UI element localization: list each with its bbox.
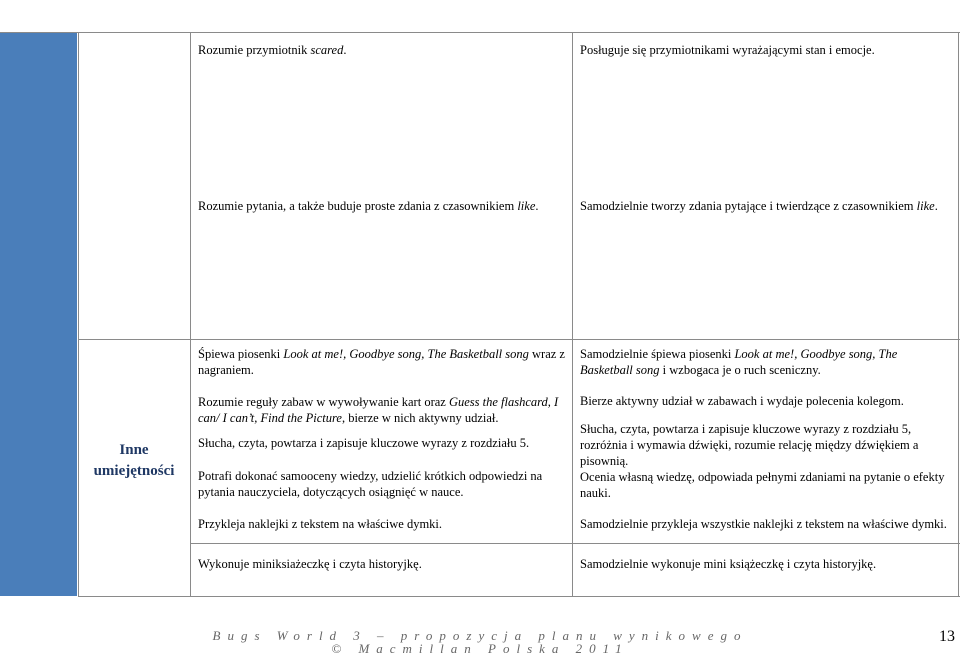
skill-left-4: Potrafi dokonać samooceny wiedzy, udzielić krótkich odpowiedzi na pytania nauczyciela, dotyczących osiągnięć w nauce. xyxy=(198,469,543,499)
table-right-border xyxy=(958,32,959,596)
skill-right-4: Ocenia własną wiedzę, odpowiada pełnymi zdaniami na pytanie o efekty nauki. xyxy=(580,470,945,500)
skill-right-2: Bierze aktywny udział w zabawach i wydaje polecenia kolegom. xyxy=(580,394,904,408)
skill-right-5: Samodzielnie przykleja wszystkie naklejki z tekstem na właściwe dymki. xyxy=(580,517,947,531)
skill-left-5: Przykleja naklejki z tekstem na właściwe dymki. xyxy=(198,517,443,531)
row1-left-cell: Rozumie przymiotnik scared. xyxy=(198,43,347,57)
skill-left-6: Wykonuje miniksiażeczkę i czyta historyjkę. xyxy=(198,557,422,571)
skill-right-1: Samodzielnie śpiewa piosenki Look at me!, Goodbye song, The Basketball song i wzbogaca je o ruch sceniczny. xyxy=(580,347,898,377)
footer-copyright: © Macmillan Polska 2011 xyxy=(331,641,629,656)
skill-left-1: Śpiewa piosenki Look at me!, Goodbye song, The Basketball song wraz z nagraniem. xyxy=(198,347,565,377)
table-bottom-border xyxy=(78,596,960,597)
table-top-border xyxy=(0,32,960,33)
skill-left-3: Słucha, czyta, powtarza i zapisuje kluczowe wyrazy z rozdziału 5. xyxy=(198,436,530,450)
skill-right-3: Słucha, czyta, powtarza i zapisuje kluczowe wyrazy z rozdziału 5, rozróżnia i wymawia dźwięki, rozumie relację między dźwiękiem a pisownią. xyxy=(580,422,919,468)
col-divider-3 xyxy=(572,32,573,596)
footer-title: Bugs World 3 – propozycja planu wynikowego xyxy=(212,628,748,643)
left-color-band xyxy=(0,32,77,596)
category-label: Inne umiejętności xyxy=(93,442,175,479)
row1-right-cell: Posługuje się przymiotnikami wyrażającymi stan i emocje. xyxy=(580,43,875,57)
skill-left-2: Rozumie reguły zabaw w wywoływanie kart oraz Guess the flashcard, I can/ I can’t, Find the Picture, bierze w nich aktywny udział. xyxy=(198,395,559,425)
row2-left-cell: Rozumie pytania, a także buduje proste zdania z czasownikiem like. xyxy=(198,199,539,213)
col-divider-2 xyxy=(190,32,191,596)
page-number: 13 xyxy=(939,628,955,645)
section-top-border xyxy=(190,339,960,340)
row-divider xyxy=(190,543,960,544)
skill-right-6: Samodzielnie wykonuje mini książeczkę i czyta historyjkę. xyxy=(580,557,877,571)
col-divider-1 xyxy=(78,32,79,596)
category-top-border xyxy=(78,339,190,340)
row2-right-cell: Samodzielnie tworzy zdania pytające i twierdzące z czasownikiem like. xyxy=(580,199,938,213)
